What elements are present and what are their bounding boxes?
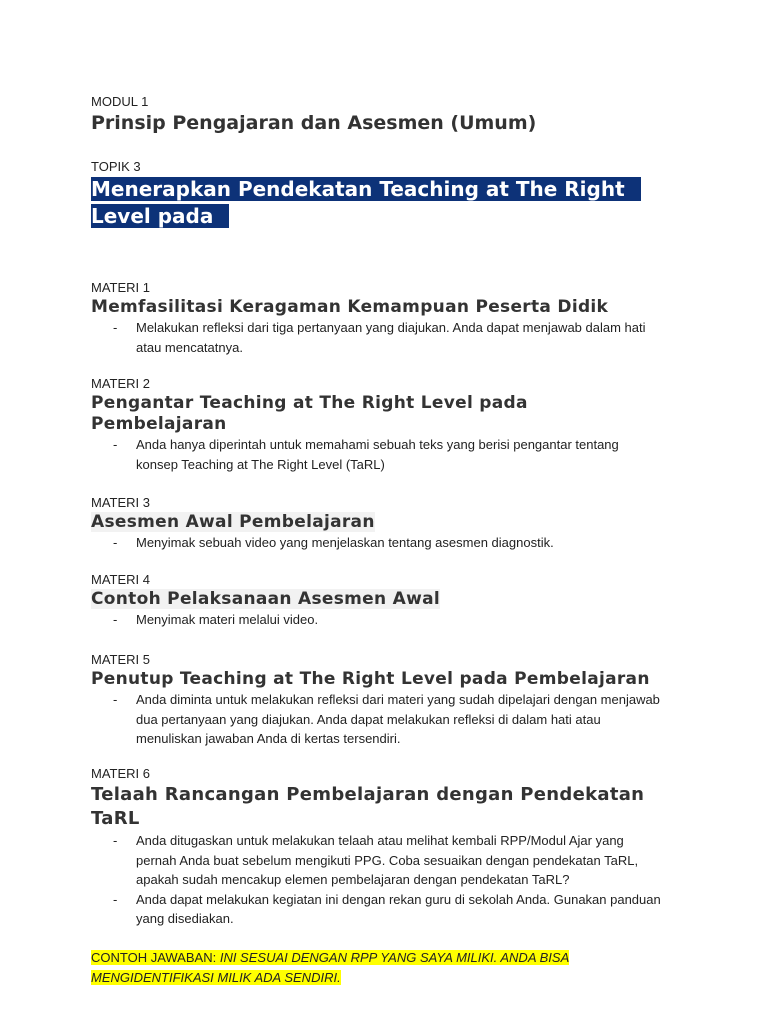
materi-title: Asesmen Awal Pembelajaran	[91, 512, 375, 532]
materi-title: Contoh Pelaksanaan Asesmen Awal	[91, 589, 440, 609]
materi-2	[91, 375, 691, 474]
materi-label: MATERI 1	[91, 280, 150, 295]
list-item: - Anda ditugaskan untuk melakukan telaah atau melihat kembali RPP/Modul Ajar yang pernah Anda buat sebelum mengikuti PPG. Coba sesuaikan dengan pendekatan TaRL, apakah sudah mencakup elemen pembelajaran dengan pendekatan TaRL?	[91, 831, 661, 890]
materi-label: MATERI 5	[91, 652, 150, 667]
materi-label: MATERI 4	[91, 572, 150, 587]
list-item: - Menyimak sebuah video yang menjelaskan tentang asesmen diagnostik.	[91, 533, 661, 553]
list-item: - Anda hanya diperintah untuk memahami sebuah teks yang berisi pengantar tentang konsep Teaching at The Right Level (TaRL)	[91, 435, 661, 474]
module-label: MODUL 1	[91, 94, 149, 109]
materi-title: Telaah Rancangan Pembelajaran dengan Pendekatan TaRL	[91, 784, 645, 829]
materi-label: MATERI 3	[91, 495, 150, 510]
materi-3	[91, 494, 691, 553]
materi-title: Memfasilitasi Keragaman Kemampuan Peserta Didik	[91, 297, 609, 317]
list-item: - Melakukan refleksi dari tiga pertanyaan yang diajukan. Anda dapat menjawab dalam hati atau mencatatnya.	[91, 318, 661, 357]
list-item: - Anda dapat melakukan kegiatan ini dengan rekan guru di sekolah Anda. Gunakan panduan yang disediakan.	[91, 890, 661, 929]
list-item: - Menyimak materi melalui video.	[91, 610, 661, 630]
materi-1	[91, 279, 691, 357]
materi-title: Pengantar Teaching at The Right Level pada Pembelajaran	[91, 393, 528, 434]
example-answer	[91, 948, 571, 987]
module-title: Prinsip Pengajaran dan Asesmen (Umum)	[91, 112, 537, 134]
materi-5	[91, 651, 691, 749]
topic-title: Menerapkan Pendekatan Teaching at The Right Level pada	[91, 176, 671, 230]
materi-4	[91, 571, 691, 630]
list-item: - Anda diminta untuk melakukan refleksi dari materi yang sudah dipelajari dengan menjawab dua pertanyaan yang diajukan. Anda dapat melakukan refleksi di dalam hati atau menuliskan jawaban Anda di kertas tersendiri.	[91, 690, 661, 749]
materi-label: MATERI 6	[91, 766, 150, 781]
answer-label: CONTOH JAWABAN:	[91, 950, 217, 965]
materi-title: Penutup Teaching at The Right Level pada Pembelajaran	[91, 669, 650, 689]
topic-header	[91, 158, 691, 230]
module-header	[91, 93, 691, 135]
answer-text: INI SESUAI DENGAN RPP YANG SAYA MILIKI. ANDA BISA MENGIDENTIFIKASI MILIK ADA SENDIRI.	[91, 950, 569, 985]
materi-label: MATERI 2	[91, 376, 150, 391]
topic-label: TOPIK 3	[91, 159, 141, 174]
materi-6	[91, 765, 691, 929]
